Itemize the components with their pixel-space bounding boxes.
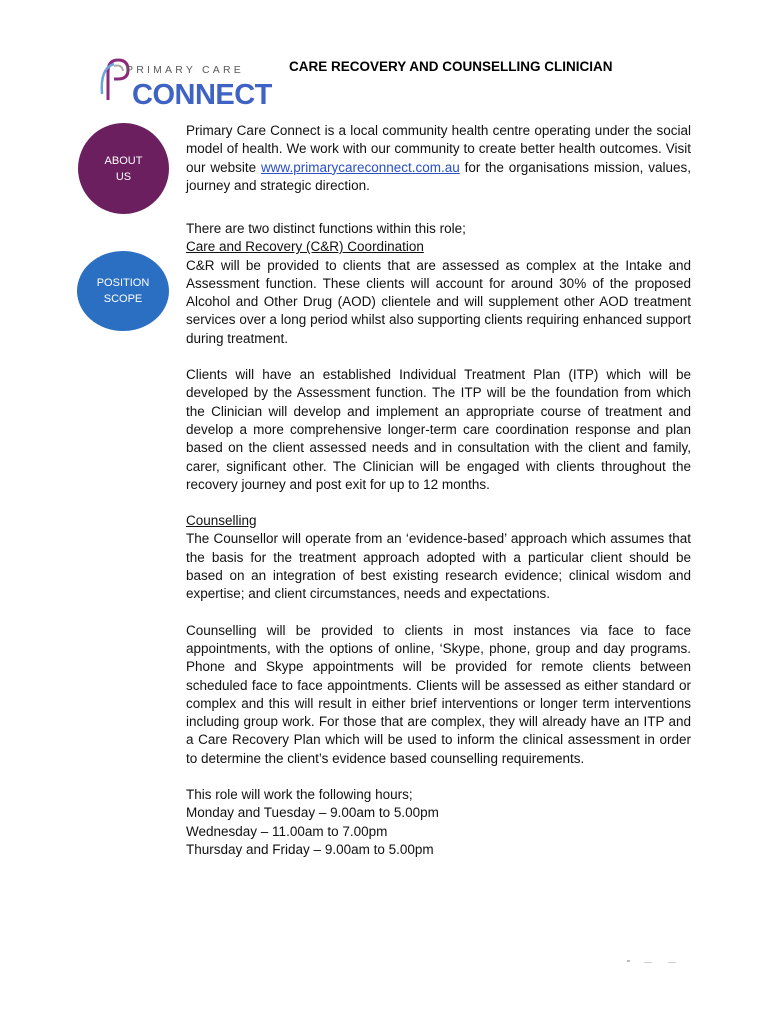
primary-care-connect-logo (98, 52, 270, 114)
logo-line-connect: CONNECT (132, 79, 272, 111)
about-us-badge (78, 123, 169, 214)
hours-line: Monday and Tuesday – 9.00am to 5.00pm (186, 805, 439, 821)
hours-line: Wednesday – 11.00am to 7.00pm (186, 823, 388, 839)
hours-line: Thursday and Friday – 9.00am to 5.00pm (186, 841, 434, 857)
about-text-before-link: Primary Care Connect is a local community health centre operating under the social model of health. We work with our community to create better health outcomes. Visit our website (186, 123, 691, 175)
about-badge-line2: US (115, 170, 132, 183)
about-badge-line1: ABOUT (104, 154, 143, 167)
cr-paragraph-1: C&R will be provided to clients that are assessed as complex at the Intake and Assessment function. These clients will account for around 30% of the proposed Alcohol and Other Drug (AOD) clientele and will supplement other AOD treatment services over a long period whilst also supporting clients requiring enhanced support during treatment. (186, 257, 691, 346)
about-paragraph (186, 122, 691, 195)
scope-badge-line2: SCOPE (103, 293, 143, 305)
logo-swirl-icon (98, 54, 132, 104)
about-text-after-link: for the organisations mission, values, journey and strategic direction. (186, 159, 691, 193)
counselling-paragraph-2: Counselling will be provided to clients in most instances via face to face appointments, with the options of online, ‘Skype, phone, group and day programs. Phone and Skype appointments will be provided for remote clients between scheduled face to face appointments. Clients will be assessed as either standard or complex and this will result in either brief interventions or longer term interventions including group work. For those that are complex, they will already have an ITP and a Care Recovery Plan which will be used to inform the clinical assessment in order to determine the client’s evidence based counselling requirements. (186, 622, 691, 766)
position-scope-section (186, 220, 691, 859)
page-footer-marks (624, 957, 684, 965)
website-link[interactable]: www.primarycareconnect.com.au (260, 159, 460, 175)
counselling-heading: Counselling (186, 513, 257, 529)
hours-intro: This role will work the following hours; (186, 787, 413, 803)
counselling-paragraph-1: The Counsellor will operate from an ‘evidence-based’ approach which assumes that the basis for the treatment approach adopted with a particular client should be based on an integration of best existing research evidence; clinical wisdom and expertise; and client circumstances, needs and expectations. (186, 531, 691, 602)
document-title: CARE RECOVERY AND COUNSELLING CLINICIAN (289, 59, 613, 74)
cr-heading: Care and Recovery (C&R) Coordination (186, 239, 424, 255)
cr-paragraph-2: Clients will have an established Individual Treatment Plan (ITP) which will be developed by the Assessment function. The ITP will be the foundation from which the Clinician will develop and implement an appropriate course of treatment and develop a more comprehensive longer-term care coordination response and plan based on the client assessed needs and in consultation with the client and family, carer, significant other. The Clinician will be engaged with clients throughout the recovery journey and post exit for up to 12 months. (186, 367, 691, 492)
position-scope-badge (77, 251, 169, 331)
logo-line-primary-care: PRIMARY CARE (126, 64, 244, 76)
scope-intro: There are two distinct functions within this role; (186, 221, 466, 236)
about-section (186, 122, 691, 195)
scope-badge-line1: POSITION (96, 277, 150, 289)
